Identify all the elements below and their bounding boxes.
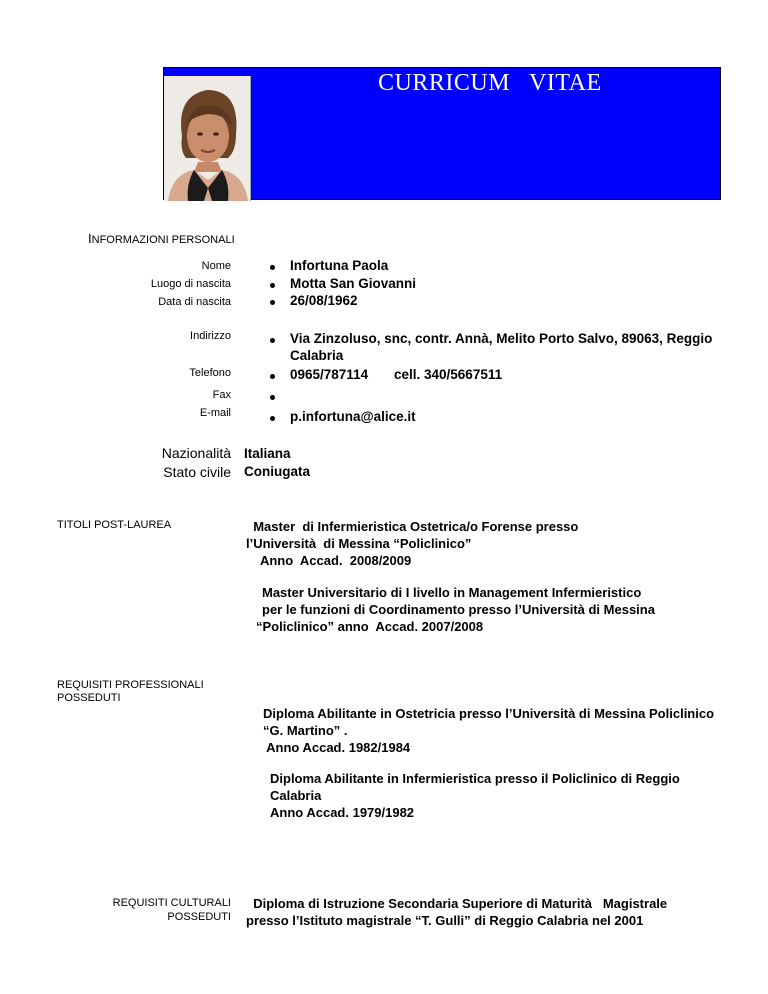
bullet-icon [270, 338, 275, 343]
value-nazionalita: Italiana [244, 446, 291, 461]
value-luogo-nascita: Motta San Giovanni [290, 276, 417, 291]
section-title-culturali: REQUISITI CULTURALI POSSEDUTI [112, 897, 231, 923]
bullet-icon [270, 265, 275, 270]
section-title-professionali: REQUISITI PROFESSIONALI POSSEDUTI [57, 679, 204, 704]
cv-title: CURRICUM VITAE [378, 70, 602, 96]
professionali-item: Diploma Abilitante in Infermieristica presso il Policlinico di Reggio Calabria Anno Accad. 1979/1982 [270, 771, 680, 820]
value-indirizzo-line1: Via Zinzoluso, snc, contr. Annà, Melito Porto Salvo, 89063, Reggio [290, 331, 713, 346]
label-fax: Fax [212, 389, 231, 401]
label-data-nascita: Data di nascita [158, 296, 231, 308]
bullet-icon [270, 283, 275, 288]
culturali-item: Diploma di Istruzione Secondaria Superiore di Maturità Magistrale presso l’Istituto magistrale “T. Gulli” di Reggio Calabria nel 2001 [246, 896, 668, 928]
bullet-icon [270, 300, 275, 305]
label-telefono: Telefono [189, 367, 231, 379]
value-data-nascita: 26/08/1962 [290, 293, 358, 308]
section-title-personal: INFORMAZIONI PERSONALI [88, 231, 235, 246]
value-nome: Infortuna Paola [290, 258, 389, 273]
post-laurea-item: Master di Infermieristica Ostetrica/o Forense presso l’Università di Messina “Policlinico” Anno Accad. 2008/2009 [246, 519, 579, 568]
bullet-icon [270, 374, 275, 379]
bullet-icon [270, 395, 275, 400]
value-email: p.infortuna@alice.it [290, 409, 416, 424]
header-banner [163, 67, 721, 200]
value-stato-civile: Coniugata [244, 464, 310, 479]
post-laurea-item: Master Universitario di I livello in Management Infermieristico per le funzioni di Coordinamento presso l’Università di Messina “Policlinico” anno Accad. 2007/2008 [256, 585, 655, 634]
label-email: E-mail [199, 407, 231, 419]
value-cellulare: cell. 340/5667511 [394, 367, 503, 382]
value-telefono: 0965/787114 [290, 367, 369, 382]
label-nome: Nome [201, 260, 231, 272]
label-nazionalita: Nazionalità [161, 445, 231, 461]
value-indirizzo-line2: Calabria [290, 348, 344, 363]
section-title-post-laurea: TITOLI POST-LAUREA [57, 519, 172, 531]
bullet-icon [270, 416, 275, 421]
professionali-item: Diploma Abilitante in Ostetricia presso l’Università di Messina Policlinico “G. Martino” . Anno Accad. 1982/1984 [263, 706, 715, 755]
label-stato-civile: Stato civile [163, 464, 231, 480]
portrait-photo [164, 76, 251, 201]
label-indirizzo: Indirizzo [190, 330, 231, 342]
label-luogo-nascita: Luogo di nascita [150, 278, 231, 290]
